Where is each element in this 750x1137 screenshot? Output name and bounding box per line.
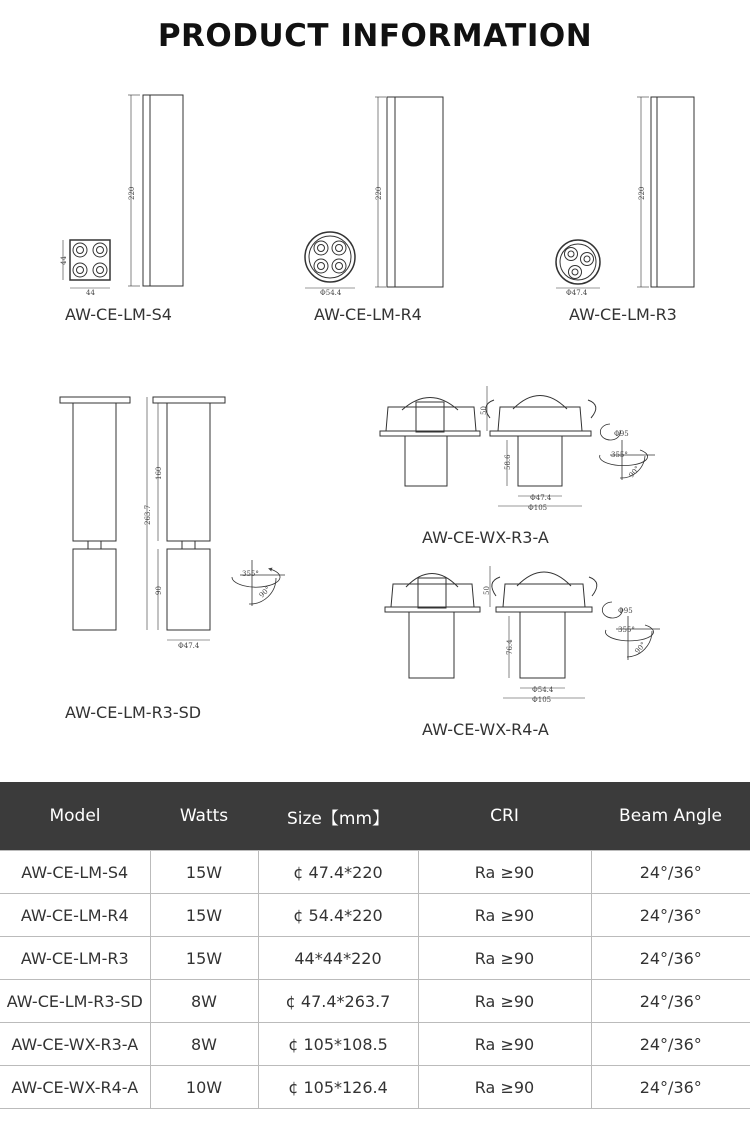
dim-text: 90° [257,584,273,600]
dim-text: 263.7 [144,504,152,525]
cell-size: ¢ 105*108.5 [258,1023,418,1066]
cell-size: ¢ 47.4*220 [258,851,418,894]
table-row [0,894,750,937]
cell-beam-angle: 24°/36° [591,980,750,1023]
table-row [0,1066,750,1109]
cell-model: AW-CE-LM-R3 [0,937,150,980]
dim-text: 355° [611,451,628,459]
dim-text: 76.4 [506,639,514,655]
dim-text: 44 [60,256,68,265]
model-label-wx-r3-a: AW-CE-WX-R3-A [422,528,549,547]
cell-watts: 8W [150,980,258,1023]
dim-text: 90° [627,464,642,480]
column-header: Watts [150,782,258,851]
drawing-lm-r3-sd [60,397,285,640]
cell-model: AW-CE-LM-S4 [0,851,150,894]
cell-watts: 15W [150,894,258,937]
cell-size: ¢ 54.4*220 [258,894,418,937]
cell-beam-angle: 24°/36° [591,937,750,980]
cell-model: AW-CE-LM-R4 [0,894,150,937]
dim-text: 50 [480,406,488,415]
model-label-lm-r3: AW-CE-LM-R3 [569,305,677,324]
dim-text: 220 [375,186,383,200]
cell-size: ¢ 47.4*263.7 [258,980,418,1023]
drawing-lm-r4 [305,97,443,288]
spec-table [0,782,750,1109]
cell-watts: 15W [150,937,258,980]
dim-text: 355° [618,626,635,634]
cell-cri: Ra ≥90 [418,980,591,1023]
page-title: PRODUCT INFORMATION [157,18,593,54]
dim-text: Φ54.4 [532,686,554,694]
table-row [0,1023,750,1066]
dim-text: 355° [242,570,259,578]
cell-beam-angle: 24°/36° [591,851,750,894]
dim-text: 220 [128,186,136,200]
cell-watts: 8W [150,1023,258,1066]
table-row [0,851,750,894]
cell-cri: Ra ≥90 [418,937,591,980]
drawing-wx-r3-a [380,386,655,506]
model-label-lm-s4: AW-CE-LM-S4 [65,305,172,324]
model-label-lm-r4: AW-CE-LM-R4 [314,305,422,324]
dim-text: Φ47.4 [530,494,552,502]
cell-size: ¢ 105*126.4 [258,1066,418,1109]
dim-text: 50 [483,586,491,595]
dim-text: Φ47.4 [566,289,588,297]
table-row [0,937,750,980]
cell-beam-angle: 24°/36° [591,1023,750,1066]
column-header: Size【mm】 [258,782,418,851]
table-row [0,980,750,1023]
dim-text: Φ105 [532,696,552,704]
cell-watts: 15W [150,851,258,894]
cell-watts: 10W [150,1066,258,1109]
cell-model: AW-CE-LM-R3-SD [0,980,150,1023]
cell-cri: Ra ≥90 [418,894,591,937]
dim-text: Φ47.4 [178,642,200,650]
drawing-lm-r3 [556,97,694,288]
table-header-row [0,782,750,851]
model-label-lm-r3-sd: AW-CE-LM-R3-SD [65,703,202,722]
cell-beam-angle: 24°/36° [591,1066,750,1109]
dim-text: Φ95 [618,607,633,615]
model-label-wx-r4-a: AW-CE-WX-R4-A [422,720,549,739]
dim-text: Φ95 [614,430,629,438]
cell-size: 44*44*220 [258,937,418,980]
dim-text: 160 [155,466,163,480]
cell-cri: Ra ≥90 [418,851,591,894]
cell-cri: Ra ≥90 [418,1066,591,1109]
dim-text: 220 [638,186,646,200]
cell-beam-angle: 24°/36° [591,894,750,937]
cell-model: AW-CE-WX-R3-A [0,1023,150,1066]
column-header: CRI [418,782,591,851]
dim-text: 90° [633,640,648,656]
dim-text: 58.6 [504,454,512,470]
cell-cri: Ra ≥90 [418,1023,591,1066]
cell-model: AW-CE-WX-R4-A [0,1066,150,1109]
column-header: Model [0,782,150,851]
column-header: Beam Angle [591,782,750,851]
drawing-lm-s4 [63,95,183,288]
dim-text: 44 [86,289,95,297]
dim-text: Φ54.4 [320,289,342,297]
dim-text: Φ105 [528,504,548,512]
dim-text: 90 [155,586,163,595]
